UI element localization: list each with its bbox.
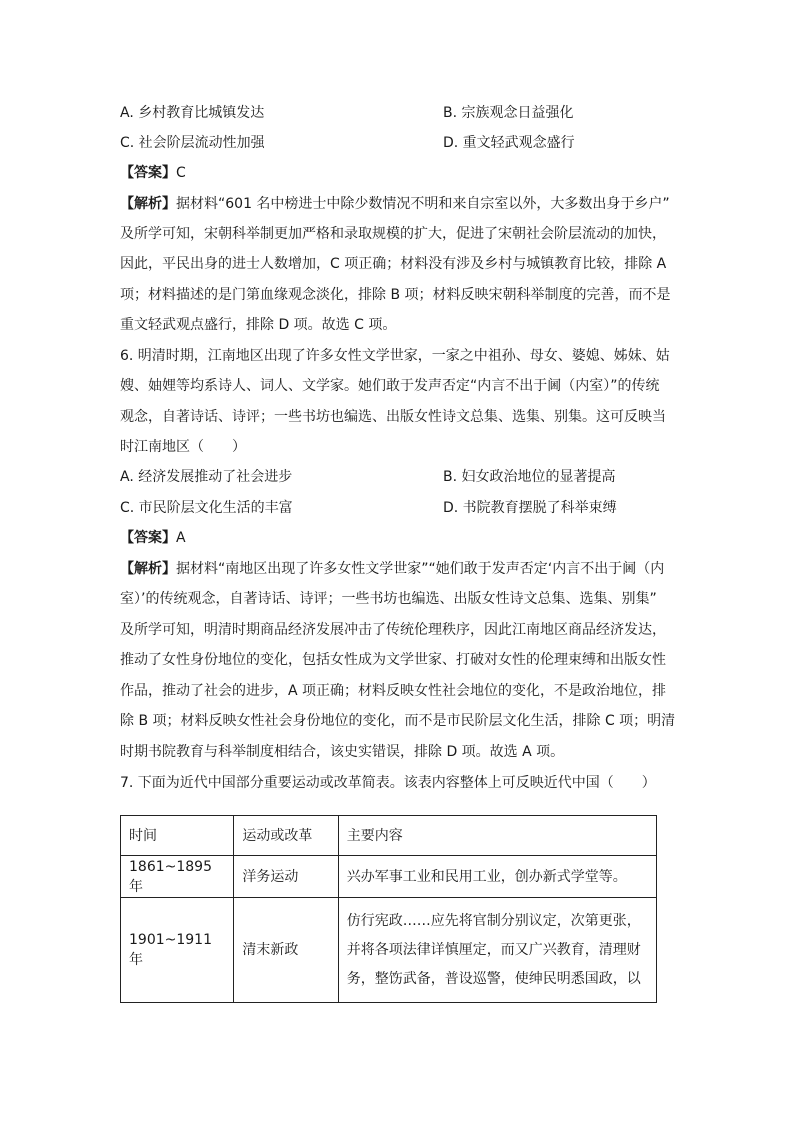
q6-stem-line: 观念，自著诗话、诗评；一些书坊也编选、出版女性诗文总集、选集、别集。这可反映当 bbox=[120, 409, 666, 425]
analysis-text: 据材料“南地区出现了许多女性文学世家”“她们敢于发声否定‘内言不出于阃（内 bbox=[176, 561, 665, 577]
q6-option-a: A. 经济发展推动了社会进步 bbox=[120, 469, 293, 485]
q5-analysis-line bbox=[120, 194, 670, 214]
q6-analysis-line: 室）’的传统观念，自著诗话、诗评；一些书坊也编选、出版女性诗文总集、选集、别集” bbox=[120, 591, 657, 607]
table-row bbox=[121, 856, 657, 898]
answer-label: 【答案】 bbox=[120, 530, 176, 546]
table-row bbox=[121, 898, 657, 1003]
answer-value: A bbox=[176, 530, 186, 546]
q5-analysis-line: 重文轻武观点盛行，排除 D 项。故选 C 项。 bbox=[120, 317, 397, 333]
q5-option-d: D. 重文轻武观念盛行 bbox=[443, 135, 575, 151]
table-header-row bbox=[121, 816, 657, 856]
q6-analysis-line: 推动了女性身份地位的变化，包括女性成为文学世家、打破对女性的伦理束缚和出版女性 bbox=[120, 652, 666, 668]
q6-answer bbox=[120, 528, 186, 548]
answer-value: C bbox=[176, 165, 186, 181]
q5-option-b: B. 宗族观念日益强化 bbox=[443, 105, 574, 121]
q6-analysis-line: 除 B 项；材料反映女性社会身份地位的变化，而不是市民阶层文化生活，排除 C 项；明清 bbox=[120, 713, 676, 729]
content-line: 并将各项法律详慎厘定，而又广兴教育，清理财 bbox=[346, 941, 641, 958]
reform-table bbox=[120, 815, 657, 1003]
table-cell-movement: 洋务运动 bbox=[234, 856, 338, 898]
table-cell-time: 1901~1911 年 bbox=[121, 898, 234, 1003]
table-cell-movement: 清末新政 bbox=[234, 898, 338, 1003]
q6-option-b: B. 妇女政治地位的显著提高 bbox=[443, 469, 616, 485]
analysis-text: 据材料“601 名中榜进士中除少数情况不明和来自宗室以外，大多数出身于乡户” bbox=[176, 196, 670, 212]
q5-analysis-line: 项；材料描述的是门第血缘观念淡化，排除 B 项；材料反映宋朝科举制度的完善，而不是 bbox=[120, 287, 671, 303]
q6-analysis-line: 及所学可知，明清时期商品经济发展冲击了传统伦理秩序，因此江南地区商品经济发达， bbox=[120, 622, 666, 638]
q6-option-d: D. 书院教育摆脱了科举束缚 bbox=[443, 500, 617, 516]
q6-option-c: C. 市民阶层文化生活的丰富 bbox=[120, 500, 293, 516]
q6-analysis-line bbox=[120, 559, 664, 579]
q5-analysis-line: 及所学可知，宋朝科举制更加严格和录取规模的扩大，促进了宋朝社会阶层流动的加快， bbox=[120, 226, 666, 242]
content-line: 务，整饬武备，普设巡警，使绅民明悉国政，以 bbox=[346, 970, 641, 987]
table-header-time: 时间 bbox=[121, 816, 234, 856]
q6-analysis-line: 作品，推动了社会的进步，A 项正确；材料反映女性社会地位的变化，不是政治地位，排 bbox=[120, 683, 667, 699]
table-header-movement: 运动或改革 bbox=[234, 816, 338, 856]
q6-stem-line: 6. 明清时期，江南地区出现了许多女性文学世家，一家之中祖孙、母女、婆媳、姊妹、姑 bbox=[120, 348, 670, 364]
table-cell-time: 1861~1895 年 bbox=[121, 856, 234, 898]
answer-label: 【答案】 bbox=[120, 165, 176, 181]
table-cell-content bbox=[338, 898, 656, 1003]
q5-option-c: C. 社会阶层流动性加强 bbox=[120, 135, 265, 151]
q5-answer bbox=[120, 163, 186, 183]
analysis-label: 【解析】 bbox=[120, 196, 176, 212]
q6-stem-line: 时江南地区（ ） bbox=[120, 439, 246, 455]
analysis-label: 【解析】 bbox=[120, 561, 176, 577]
content-line: 仿行宪政……应先将官制分别议定，次第更张， bbox=[346, 912, 641, 929]
q6-stem-line: 嫂、妯娌等均系诗人、词人、文学家。她们敢于发声否定“内言不出于阃（内室）”的传统 bbox=[120, 378, 660, 394]
q6-analysis-line: 时期书院教育与科举制度相结合，该史实错误，排除 D 项。故选 A 项。 bbox=[120, 744, 565, 760]
table-header-content: 主要内容 bbox=[338, 816, 656, 856]
q7-stem: 7. 下面为近代中国部分重要运动或改革简表。该表内容整体上可反映近代中国（ ） bbox=[120, 775, 656, 791]
q5-option-a: A. 乡村教育比城镇发达 bbox=[120, 105, 265, 121]
table-cell-content: 兴办军事工业和民用工业，创办新式学堂等。 bbox=[338, 856, 656, 898]
q5-analysis-line: 因此，平民出身的进士人数增加，C 项正确；材料没有涉及乡村与城镇教育比较，排除 A bbox=[120, 256, 667, 272]
